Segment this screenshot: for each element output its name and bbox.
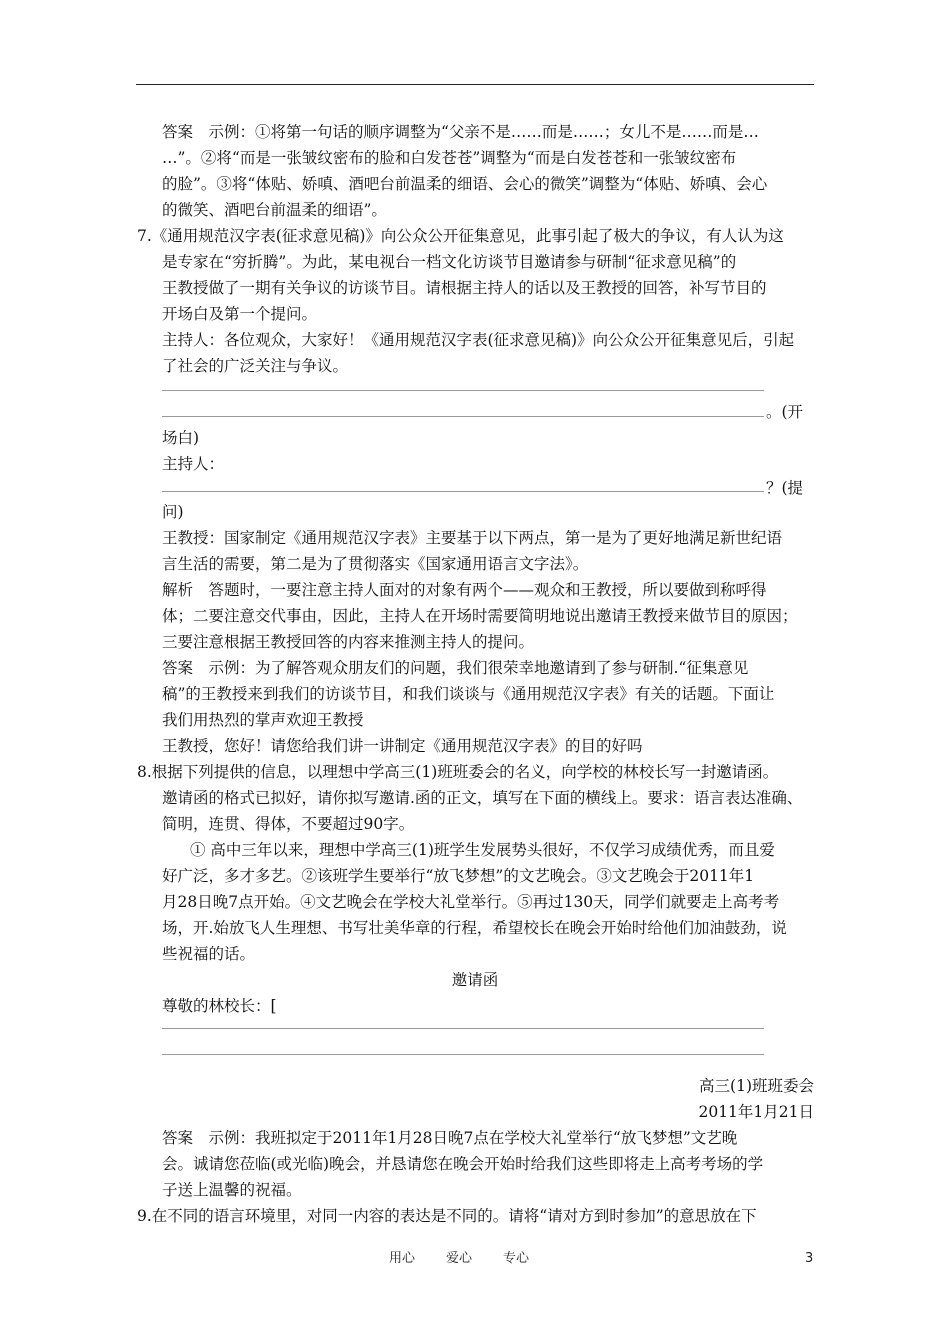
q8-info-line-5: 些祝福的话。	[162, 945, 256, 963]
q8-line-1: 8.根据下列提供的信息，以理想中学高三(1)班班委会的名义，向学校的林校长写一封邀请函。	[137, 763, 779, 781]
q7-analysis-line-3: 三要注意根据王教授回答的内容来推测主持人的提问。	[162, 633, 535, 651]
q8-answer-line-2: 会。诚请您莅临(或光临)晚会，并恳请您在晚会开始时给我们这些即将走上高考考场的学	[162, 1155, 764, 1173]
answer6-line-2: …”。②将“而是一张皱纹密布的脸和白发苍苍”调整为“而是白发苍苍和一张皱纹密布	[162, 149, 737, 167]
q8-info-line-2: 好广泛，多才多艺。②该班学生要举行“放飞梦想”的文艺晚会。③文艺晚会于2011年1	[162, 867, 755, 885]
q7-line-4: 开场白及第一个提问。	[162, 305, 318, 323]
question-suffix: ？(提	[766, 479, 804, 497]
invitation-body-blank-2[interactable]	[162, 1054, 764, 1055]
q8-answer-line-3: 子送上温馨的祝福。	[162, 1181, 302, 1199]
invitation-salutation: 尊敬的林校长：[	[162, 997, 277, 1015]
q7-answer-line-3: 我们用热烈的掌声欢迎王教授	[162, 711, 364, 729]
answer6-line-1: 答案 示例：①将第一句话的顺序调整为“父亲不是……而是……；女儿不是……而是…	[162, 123, 759, 141]
invitation-date: 2011年1月21日	[698, 1103, 814, 1121]
invitation-signer: 高三(1)班班委会	[699, 1077, 814, 1095]
q7-analysis-line-1: 解析 答题时，一要注意主持人面对的对象有两个——观众和王教授，所以要做到称呼得	[162, 581, 767, 599]
wang-reply-line-1: 王教授：国家制定《通用规范汉字表》主要基于以下两点，第一是为了更好地满足新世纪语	[162, 529, 783, 547]
q7-host-line-1: 主持人：各位观众，大家好！《通用规范汉字表(征求意见稿)》向公众公开征集意见后，引起	[162, 331, 795, 349]
wang-reply-line-2: 言生活的需要，第二是为了贯彻落实《国家通用语言文字法》。	[162, 555, 589, 573]
q7-host-line-2: 了社会的广泛关注与争议。	[162, 357, 349, 375]
q7-answer-line-4: 王教授，您好！请您给我们讲一讲制定《通用规范汉字表》的目的好吗	[162, 737, 643, 755]
q8-info-line-4: 场，开.始放飞人生理想、书写壮美华章的行程，希望校长在晚会开始时给他们加油鼓劲，说	[162, 919, 787, 937]
q7-line-2: 是专家在“穷折腾”。为此，某电视台一档文化访谈节目邀请参与研制“征求意见稿”的	[162, 253, 737, 271]
q8-line-2: 邀请函的格式已拟好，请你拟写邀请.函的正文，填写在下面的横线上。要求：语言表达准确、	[162, 789, 803, 807]
opening-answer-blank-1[interactable]	[162, 390, 764, 391]
q7-line-1: 7.《通用规范汉字表(征求意见稿)》向公众公开征集意见，此事引起了极大的争议，有人认为这	[137, 227, 784, 245]
invitation-title: 邀请函	[451, 971, 499, 989]
footer-motto-1: 用心	[389, 1251, 416, 1266]
invitation-body-blank-1[interactable]	[162, 1028, 764, 1029]
q7-answer-line-2: 稿”的王教授来到我们的访谈节目，和我们谈谈与《通用规范汉字表》有关的话题。下面让	[162, 685, 775, 703]
question-label: 问)	[162, 503, 184, 521]
header-rule	[136, 84, 814, 85]
host-label: 主持人：	[162, 455, 225, 473]
opening-suffix: 。(开	[766, 403, 804, 421]
question-answer-blank[interactable]	[162, 491, 764, 492]
q9-line-1: 9.在不同的语言环境里，对同一内容的表达是不同的。请将“请对方到时参加”的意思放在下	[137, 1207, 757, 1225]
q7-analysis-line-2: 体；二要注意交代事由，因此，主持人在开场时需要简明地说出邀请王教授来做节目的原因；	[162, 607, 798, 625]
answer6-line-4: 的微笑、酒吧台前温柔的细语”。	[162, 201, 387, 219]
footer-motto-2: 爱心	[446, 1251, 473, 1266]
page-number: 3	[805, 1251, 814, 1266]
q7-answer-line-1: 答案 示例：为了解答观众朋友们的问题，我们很荣幸地邀请到了参与研制.“征集意见	[162, 659, 749, 677]
q8-line-3: 简明，连贯、得体，不要超过90字。	[162, 815, 415, 833]
q8-answer-line-1: 答案 示例：我班拟定于2011年1月28日晚7点在学校大礼堂举行“放飞梦想”文艺晚	[162, 1129, 738, 1147]
q8-info-line-3: 月28日晚7点开始。④文艺晚会在学校大礼堂举行。⑤再过130天，同学们就要走上高考考	[162, 893, 780, 911]
q8-info-line-1: ① 高中三年以来，理想中学高三(1)班学生发展势头很好，不仅学习成绩优秀，而且爱	[190, 841, 775, 859]
opening-answer-blank-2[interactable]	[162, 416, 764, 417]
footer-motto-3: 专心	[503, 1251, 530, 1266]
answer6-line-3: 的脸”。③将“体贴、娇嗔、酒吧台前温柔的细语、会心的微笑”调整为“体贴、娇嗔、会心	[162, 175, 768, 193]
opening-label: 场白)	[162, 429, 200, 447]
q7-line-3: 王教授做了一期有关争议的访谈节目。请根据主持人的话以及王教授的回答，补写节目的	[162, 279, 767, 297]
